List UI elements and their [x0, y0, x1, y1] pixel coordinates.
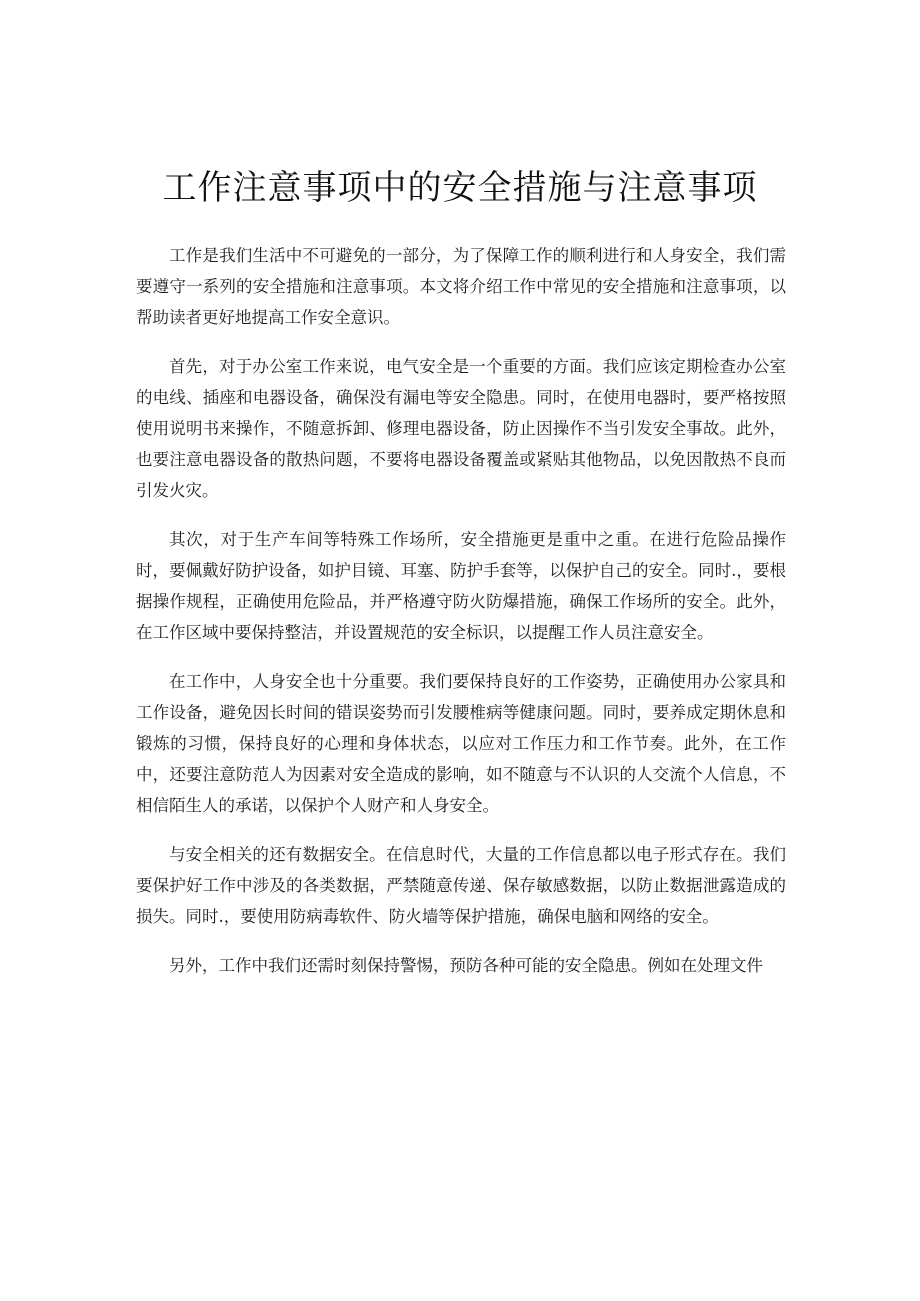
paragraph-personal-safety: 在工作中，人身安全也十分重要。我们要保持良好的工作姿势，正确使用办公家具和工作设备，避免因长时间的错误姿势而引发腰椎病等健康问题。同时，要养成定期休息和锻炼的习惯，保持良好的心理和身体状态，以应对工作压力和工作节奏。此外，在工作中，还要注意防范人为因素对安全造成的影响，如不随意与不认识的人交流个人信息，不相信陌生人的承诺，以保护个人财产和人身安全。 [136, 672, 786, 815]
document-title: 工作注意事项中的安全措施与注意事项 [162, 168, 758, 208]
paragraph-vigilance: 另外，工作中我们还需时刻保持警惕，预防各种可能的安全隐患。例如在处理文件 [169, 956, 763, 975]
document-body [136, 240, 786, 999]
paragraph-workshop-safety: 其次，对于生产车间等特殊工作场所，安全措施更是重中之重。在进行危险品操作时，要佩戴好防护设备，如护目镜、耳塞、防护手套等，以保护自己的安全。同时.，要根据操作规程，正确使用危险品，并严格遵守防火防爆措施，确保工作场所的安全。此外，在工作区域中要保持整洁，并设置规范的安全标识，以提醒工作人员注意安全。 [136, 530, 786, 642]
paragraph-intro: 工作是我们生活中不可避免的一部分，为了保障工作的顺利进行和人身安全，我们需要遵守一系列的安全措施和注意事项。本文将介绍工作中常见的安全措施和注意事项，以帮助读者更好地提高工作安全意识。 [136, 246, 786, 327]
paragraph-electrical-safety: 首先，对于办公室工作来说，电气安全是一个重要的方面。我们应该定期检查办公室的电线、插座和电器设备，确保没有漏电等安全隐患。同时，在使用电器时，要严格按照使用说明书来操作，不随意拆卸、修理电器设备，防止因操作不当引发安全事故。此外，也要注意电器设备的散热问题，不要将电器设备覆盖或紧贴其他物品，以免因散热不良而引发火灾。 [136, 357, 786, 500]
paragraph-data-security: 与安全相关的还有数据安全。在信息时代，大量的工作信息都以电子形式存在。我们要保护好工作中涉及的各类数据，严禁随意传递、保存敏感数据，以防止数据泄露造成的损失。同时.，要使用防病毒软件、防火墙等保护措施，确保电脑和网络的安全。 [136, 845, 786, 926]
